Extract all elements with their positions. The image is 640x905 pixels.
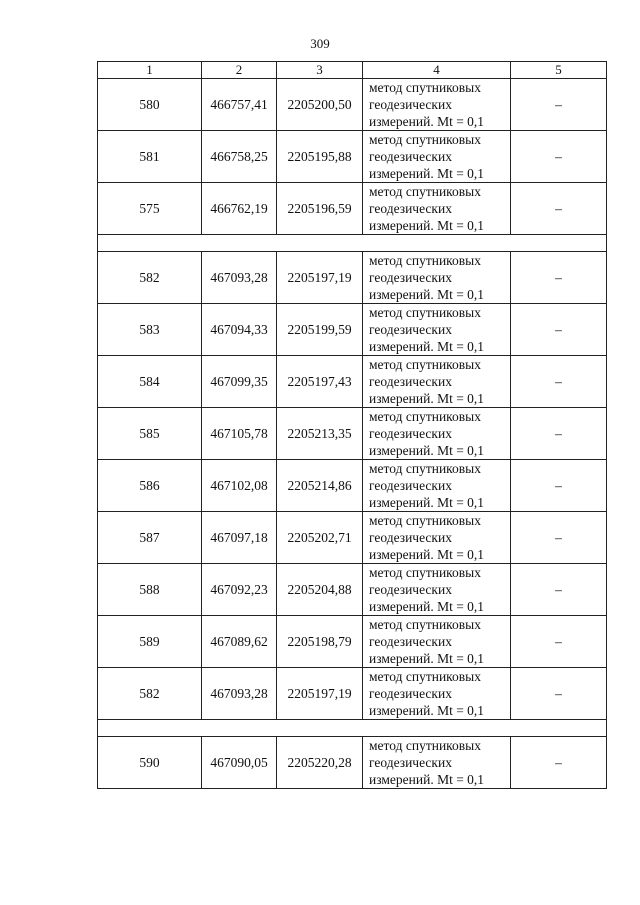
description-cell: – [511,512,607,564]
point-number: 588 [98,564,202,616]
method-cell [363,668,511,720]
x-coordinate: 466762,19 [202,183,277,235]
x-coordinate: 466758,25 [202,131,277,183]
point-number: 584 [98,356,202,408]
coordinates-table [97,61,607,789]
method-line: метод спутниковых [369,461,481,476]
method-line: метод спутниковых [369,669,481,684]
x-coordinate: 467105,78 [202,408,277,460]
method-line: измерений. Mt = 0,1 [369,114,485,129]
x-coordinate: 467097,18 [202,512,277,564]
y-coordinate: 2205196,59 [277,183,363,235]
table-row [98,131,607,183]
method-line: геодезических [369,374,452,389]
description-cell: – [511,131,607,183]
x-coordinate: 467099,35 [202,356,277,408]
x-coordinate: 466757,41 [202,79,277,131]
description-cell: – [511,668,607,720]
method-line: измерений. Mt = 0,1 [369,772,485,787]
method-line: измерений. Mt = 0,1 [369,339,485,354]
point-number: 586 [98,460,202,512]
x-coordinate: 467093,28 [202,668,277,720]
method-line: метод спутниковых [369,565,481,580]
method-line: геодезических [369,270,452,285]
description-cell: – [511,616,607,668]
method-line: метод спутниковых [369,253,481,268]
method-line: метод спутниковых [369,409,481,424]
separator-row [98,235,607,252]
method-cell [363,131,511,183]
y-coordinate: 2205202,71 [277,512,363,564]
y-coordinate: 2205220,28 [277,737,363,789]
method-line: измерений. Mt = 0,1 [369,218,485,233]
table-row [98,79,607,131]
description-cell: – [511,79,607,131]
y-coordinate: 2205199,59 [277,304,363,356]
table-row [98,616,607,668]
table-row [98,304,607,356]
method-line: геодезических [369,426,452,441]
description-cell: – [511,737,607,789]
y-coordinate: 2205214,86 [277,460,363,512]
point-number: 587 [98,512,202,564]
method-line: измерений. Mt = 0,1 [369,599,485,614]
method-cell [363,183,511,235]
method-line: геодезических [369,530,452,545]
y-coordinate: 2205213,35 [277,408,363,460]
table-row [98,183,607,235]
table-row [98,564,607,616]
y-coordinate: 2205197,19 [277,252,363,304]
point-number: 585 [98,408,202,460]
table-row [98,737,607,789]
description-cell: – [511,356,607,408]
header-cell: 3 [277,62,363,79]
x-coordinate: 467092,23 [202,564,277,616]
point-number: 580 [98,79,202,131]
method-line: метод спутниковых [369,305,481,320]
method-cell [363,252,511,304]
method-line: измерений. Mt = 0,1 [369,651,485,666]
point-number: 582 [98,668,202,720]
point-number: 581 [98,131,202,183]
point-number: 583 [98,304,202,356]
method-line: геодезических [369,755,452,770]
x-coordinate: 467094,33 [202,304,277,356]
method-line: геодезических [369,97,452,112]
y-coordinate: 2205198,79 [277,616,363,668]
method-line: геодезических [369,322,452,337]
method-line: метод спутниковых [369,184,481,199]
method-cell [363,356,511,408]
point-number: 589 [98,616,202,668]
method-line: геодезических [369,582,452,597]
method-line: метод спутниковых [369,80,481,95]
separator-row [98,720,607,737]
method-line: измерений. Mt = 0,1 [369,547,485,562]
page-number: 309 [310,36,330,51]
description-cell: – [511,564,607,616]
method-line: метод спутниковых [369,617,481,632]
method-line: измерений. Mt = 0,1 [369,495,485,510]
method-line: измерений. Mt = 0,1 [369,443,485,458]
table-row [98,356,607,408]
method-line: метод спутниковых [369,513,481,528]
method-cell [363,460,511,512]
header-row [98,62,607,79]
header-cell: 4 [363,62,511,79]
y-coordinate: 2205195,88 [277,131,363,183]
point-number: 590 [98,737,202,789]
method-line: измерений. Mt = 0,1 [369,391,485,406]
method-line: геодезических [369,478,452,493]
method-cell [363,408,511,460]
description-cell: – [511,408,607,460]
method-line: геодезических [369,686,452,701]
method-line: геодезических [369,149,452,164]
x-coordinate: 467102,08 [202,460,277,512]
method-line: геодезических [369,634,452,649]
method-line: измерений. Mt = 0,1 [369,703,485,718]
table-row [98,668,607,720]
method-cell [363,304,511,356]
method-cell [363,564,511,616]
method-cell [363,616,511,668]
table-row [98,460,607,512]
description-cell: – [511,183,607,235]
header-cell: 1 [98,62,202,79]
y-coordinate: 2205197,19 [277,668,363,720]
description-cell: – [511,460,607,512]
y-coordinate: 2205204,88 [277,564,363,616]
method-line: метод спутниковых [369,132,481,147]
header-cell: 5 [511,62,607,79]
method-cell [363,79,511,131]
description-cell: – [511,304,607,356]
method-cell [363,512,511,564]
method-cell [363,737,511,789]
method-line: метод спутниковых [369,357,481,372]
point-number: 582 [98,252,202,304]
separator-cell [98,235,607,252]
header-cell: 2 [202,62,277,79]
method-line: метод спутниковых [369,738,481,753]
y-coordinate: 2205197,43 [277,356,363,408]
method-line: геодезических [369,201,452,216]
method-line: измерений. Mt = 0,1 [369,287,485,302]
x-coordinate: 467090,05 [202,737,277,789]
x-coordinate: 467093,28 [202,252,277,304]
table-row [98,512,607,564]
separator-cell [98,720,607,737]
point-number: 575 [98,183,202,235]
y-coordinate: 2205200,50 [277,79,363,131]
description-cell: – [511,252,607,304]
x-coordinate: 467089,62 [202,616,277,668]
table-row [98,408,607,460]
method-line: измерений. Mt = 0,1 [369,166,485,181]
table-row [98,252,607,304]
